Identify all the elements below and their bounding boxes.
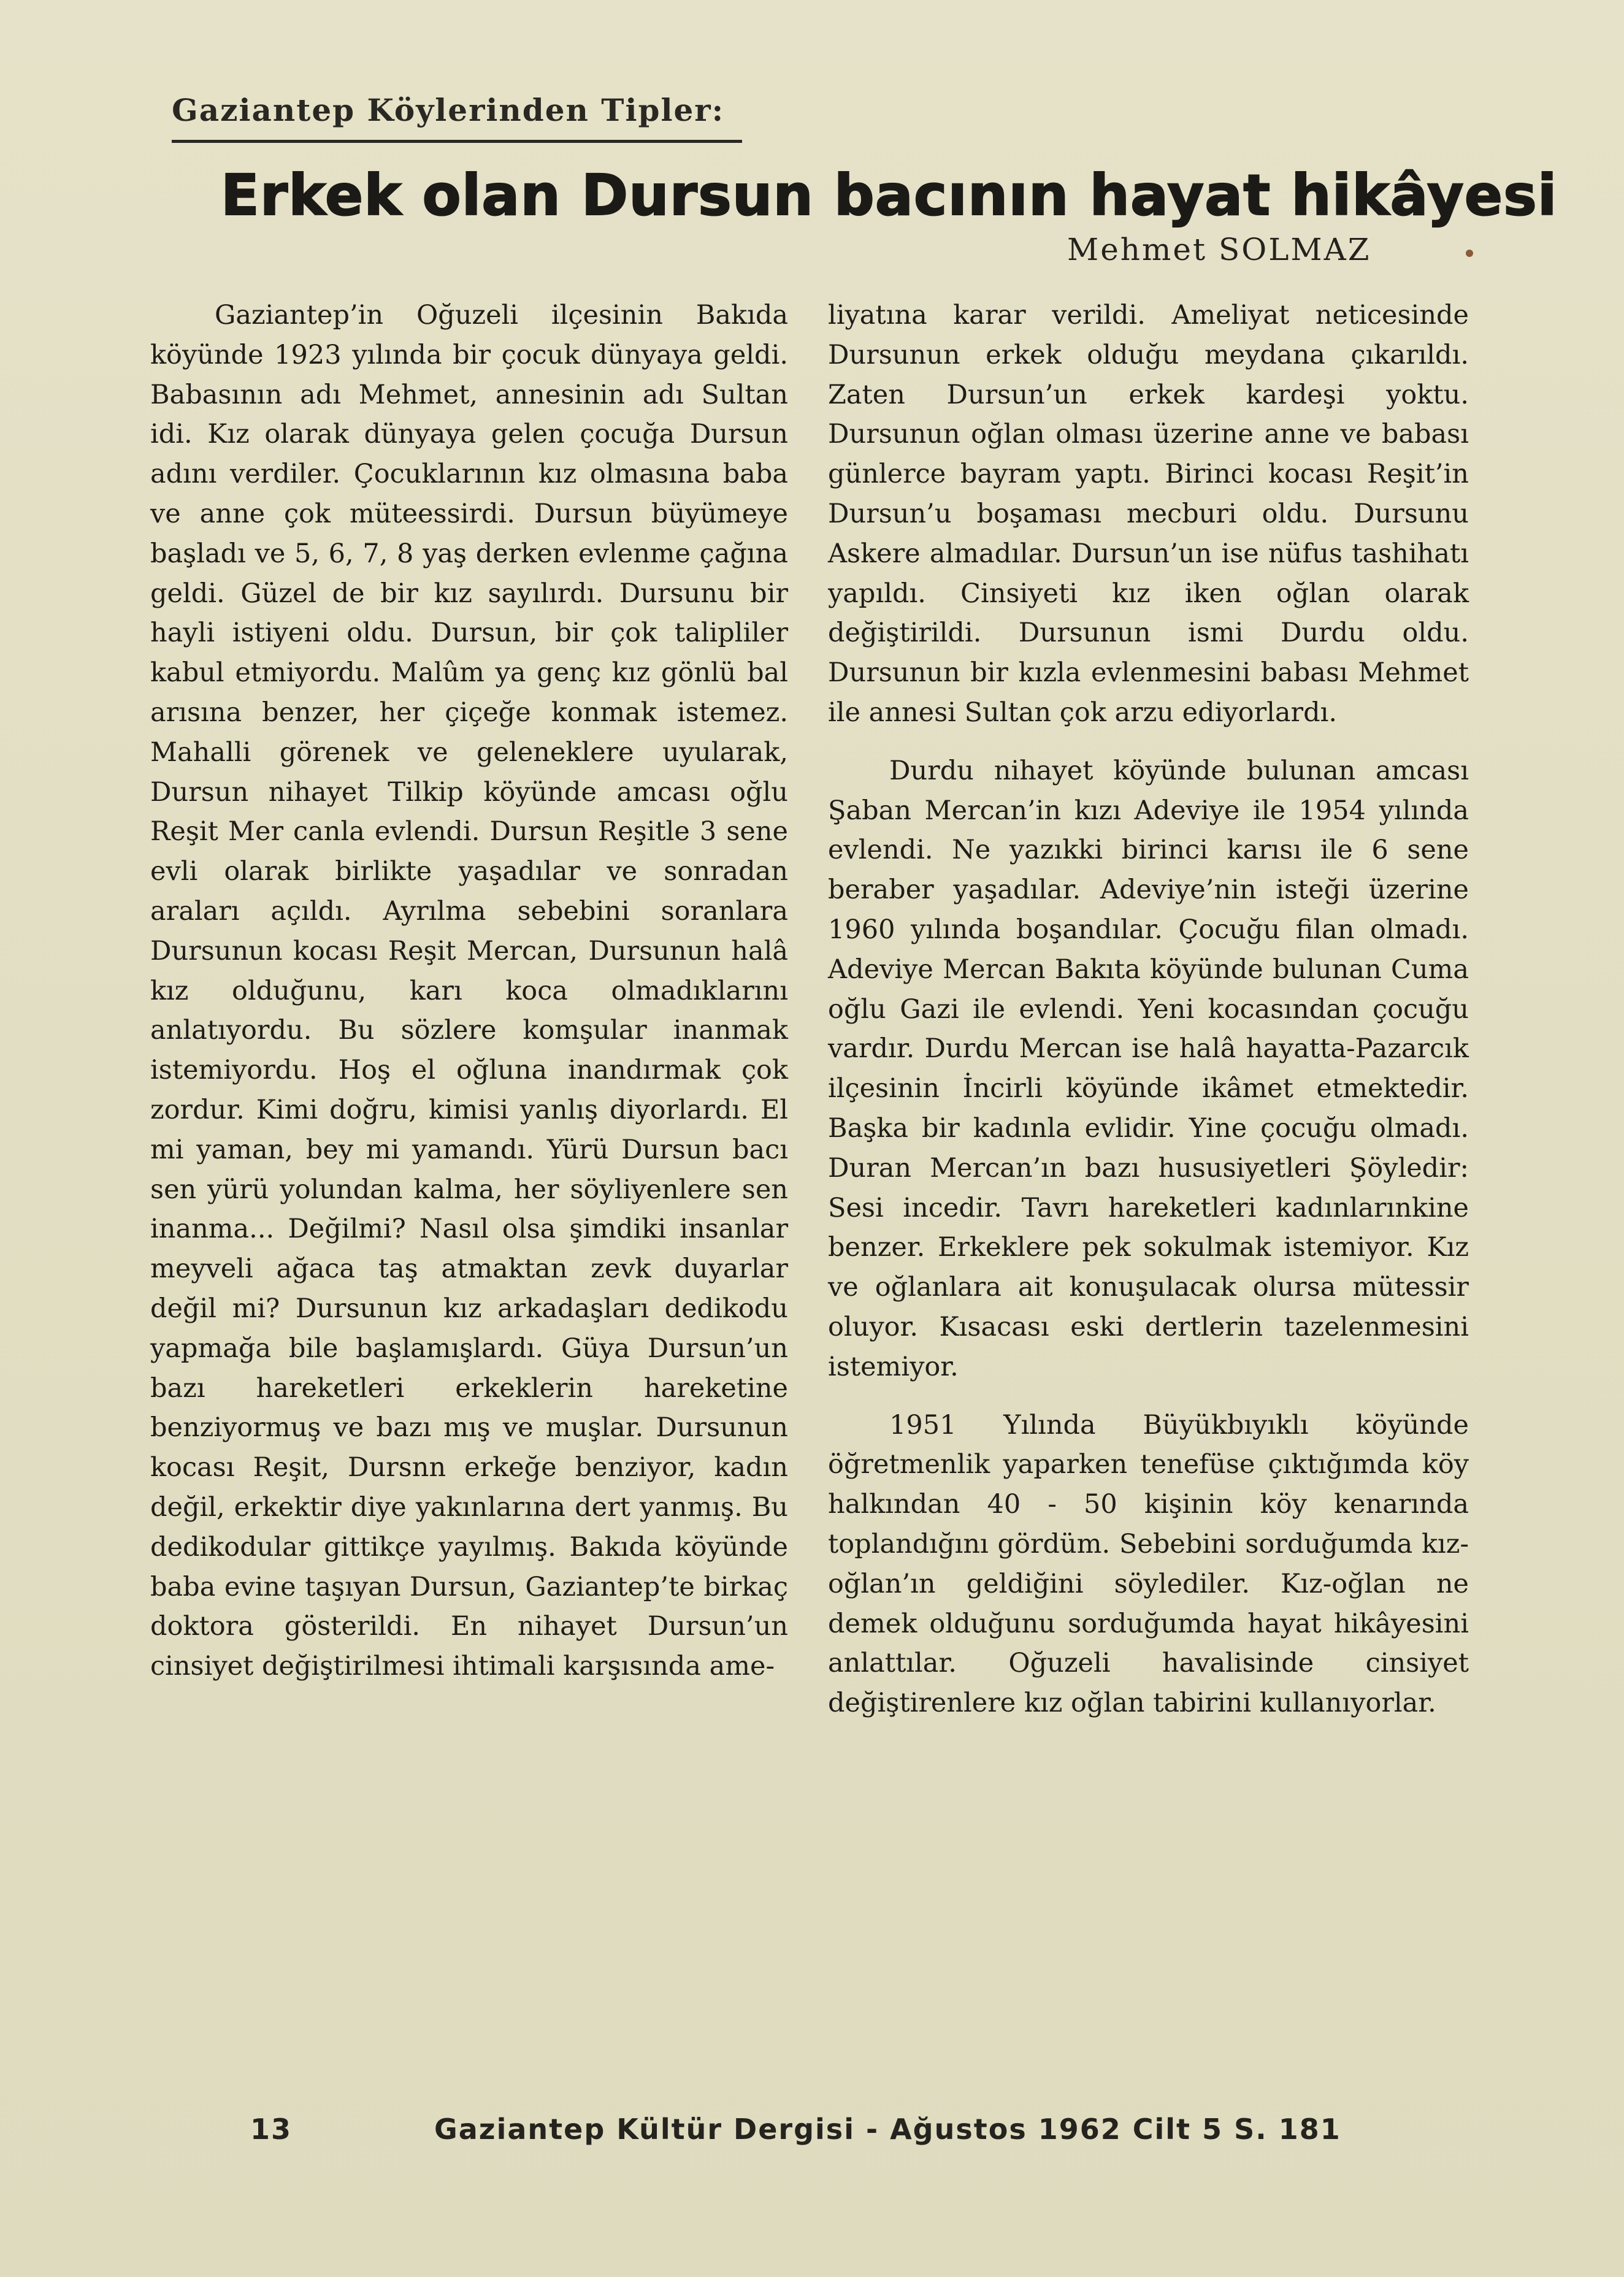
left-column (150, 296, 788, 1686)
page-number: 13 (250, 2113, 293, 2146)
paragraph: 1951 Yılında Büyükbıyıklı köyünde öğretmenlik yaparken tenefüse çıktığımda köy halkından 40 - 50 kişinin köy kenarında toplandığını gördüm. Sebebini sorduğumda kız-oğlan’ın geldiğini söylediler. Kız-oğlan ne demek olduğunu sorduğumda hayat hikâyesini anlattılar. Oğuzeli havalisinde cinsiyet değiştirenlere kız oğlan tabirini kullanıyorlar. (828, 1409, 1469, 1719)
print-speck (1466, 250, 1473, 257)
article-title: Erkek olan Dursun bacının hayat hikâyesi (221, 163, 1558, 228)
author-name: Mehmet SOLMAZ (1067, 232, 1371, 267)
publication-info: Gaziantep Kültür Dergisi - Ağustos 1962 Cilt 5 S. 181 (434, 2113, 1341, 2146)
paragraph: Durdu nihayet köyünde bulunan amcası Şaban Mercan’in kızı Adeviye ile 1954 yılında evlendi. Ne yazıkki birinci karısı ile 6 sene beraber yaşadılar. Adeviye’nin isteği üzerine 1960 yılında boşandılar. Çocuğu filan olmadı. Adeviye Mercan Bakıta köyünde bulunan Cuma oğlu Gazi ile evlendi. Yeni kocasından çocuğu vardır. Durdu Mercan ise halâ hayatta-Pazarcık ilçesinin İncirli köyünde ikâmet etmektedir. Başka bir kadınla evlidir. Yine çocuğu olmadı. Duran Mercan’ın bazı hususiyetleri Şöyledir: Sesi incedir. Tavrı hareketleri kadınlarınkine benzer. Erkeklere pek sokulmak istemiyor. Kız ve oğlanlara ait konuşulacak olursa mütessir oluyor. Kısacası eski dertlerin tazelenmesini istemiyor. (828, 755, 1469, 1382)
page-footer (250, 2113, 1391, 2146)
right-column (828, 296, 1469, 1723)
paragraph: Gaziantep’in Oğuzeli ilçesinin Bakıda köyünde 1923 yılında bir çocuk dünyaya geldi. Babasının adı Mehmet, annesinin adı Sultan idi. Kız olarak dünyaya gelen çocuğa Dursun adını verdiler. Çocuklarının kız olmasına baba ve anne çok müteessirdi. Dursun büyümeye başladı ve 5, 6, 7, 8 yaş derken evlenme çağına geldi. Güzel de bir kız sayılırdı. Dursunu bir hayli istiyeni oldu. Dursun, bir çok talipliler kabul etmiyordu. Malûm ya genç kız gönlü bal arısına benzer, her çiçeğe konmak istemez. Mahalli görenek ve geleneklere uyularak, Dursun nihayet Tilkip köyünde amcası oğlu Reşit Mer canla evlendi. Dursun Reşitle 3 sene evli olarak birlikte yaşadılar ve sonradan araları açıldı. Ayrılma sebebini soranlara Dursunun kocası Reşit Mercan, Dursunun halâ kız olduğunu, karı koca olmadıklarını anlatıyordu. Bu sözlere komşular inanmak istemiyordu. Hoş el oğluna inandırmak çok zordur. Kimi doğru, kimisi yanlış diyorlardı. El mi yaman, bey mi yamandı. Yürü Dursun bacı sen yürü yolundan kalma, her söyliyenlere sen inanma... Değilmi? Nasıl olsa şimdiki insanlar meyveli ağaca taş atmaktan zevk duyarlar değil mi? Dursunun kız arkadaşları dedikodu yapmağa bile başlamışlardı. Güya Dursun’un bazı hareketleri erkeklerin hareketine benziyormuş ve bazı mış ve muşlar. Dursunun kocası Reşit, Dursnn erkeğe benziyor, kadın değil, erkektir diye yakınlarına dert yanmış. Bu dedikodular gittikçe yayılmış. Bakıda köyünde baba evine taşıyan Dursun, Gaziantep’te birkaç doktora gösterildi. En nihayet Dursun’un cinsiyet değiştirilmesi ihtimali karşısında ame- (150, 300, 788, 1682)
section-divider (172, 140, 742, 143)
section-label: Gaziantep Köylerinden Tipler: (172, 92, 725, 128)
paragraph: liyatına karar verildi. Ameliyat neticesinde Dursunun erkek olduğu meydana çıkarıldı. Zaten Dursun’un erkek kardeşi yoktu. Dursunun oğlan olması üzerine anne ve babası günlerce bayram yaptı. Birinci kocası Reşit’in Dursun’u boşaması mecburi oldu. Dursunu Askere almadılar. Dursun’un ise nüfus tashihatı yapıldı. Cinsiyeti kız iken oğlan olarak değiştirildi. Dursunun ismi Durdu oldu. Dursunun bir kızla evlenmesini babası Mehmet ile annesi Sultan çok arzu ediyorlardı. (828, 300, 1469, 728)
